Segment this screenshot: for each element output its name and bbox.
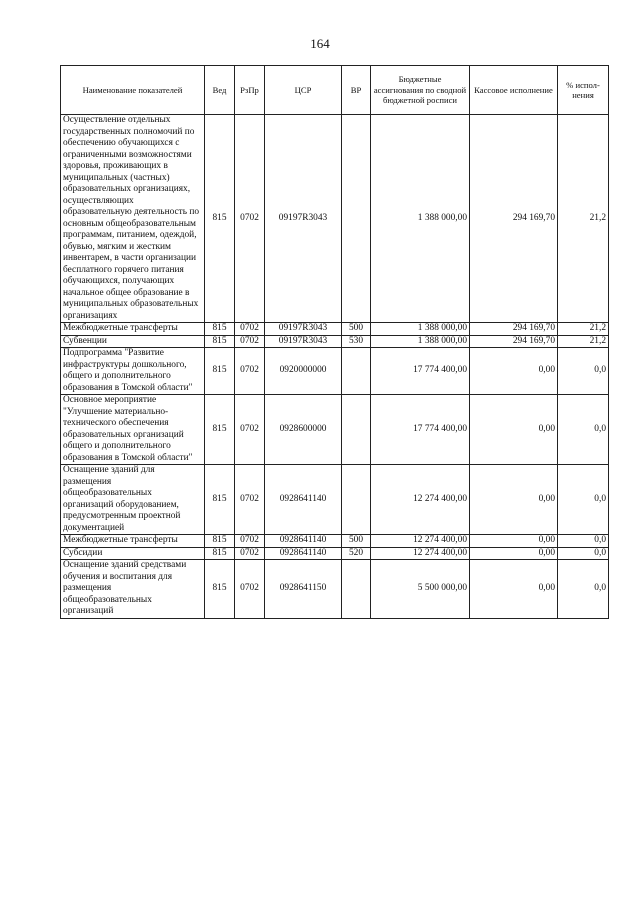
cell-name: Подпрограмма "Развитие инфраструктуры дошкольного, общего и дополнительного образования в Томской области" (61, 348, 205, 395)
cell-vr (342, 560, 371, 619)
cell-csr: 09197R3043 (265, 115, 342, 323)
cell-cash: 294 169,70 (470, 115, 558, 323)
cell-ved: 815 (205, 465, 235, 535)
cell-pct: 0,0 (558, 547, 609, 560)
cell-budget: 1 388 000,00 (371, 323, 470, 336)
table-header-row (61, 66, 609, 115)
cell-rzpr: 0702 (235, 323, 265, 336)
header-rzpr: РзПр (235, 66, 265, 115)
cell-csr: 09197R3043 (265, 323, 342, 336)
table-row (61, 115, 609, 323)
cell-vr: 500 (342, 535, 371, 548)
cell-rzpr: 0702 (235, 348, 265, 395)
cell-rzpr: 0702 (235, 395, 265, 465)
cell-pct: 0,0 (558, 560, 609, 619)
cell-rzpr: 0702 (235, 465, 265, 535)
cell-budget: 1 388 000,00 (371, 115, 470, 323)
cell-budget: 1 388 000,00 (371, 335, 470, 348)
cell-csr: 0928641140 (265, 547, 342, 560)
cell-budget: 12 274 400,00 (371, 465, 470, 535)
cell-rzpr: 0702 (235, 115, 265, 323)
cell-name: Осуществление отдельных государственных полномочий по обеспечению обучающихся с ограниченными возможностями здоровья, проживающих в муниципальных (частных) образовательных организациях, осуществляющих образовательную деятельность по основным общеобразовательным программам, питанием, одеждой, обувью, мягким и жестким инвентарем, в части организации бесплатного горячего питания обучающихся, получающих начальное общее образование в муниципальных образовательных организациях (61, 115, 205, 323)
header-name: Наименование показателей (61, 66, 205, 115)
cell-cash: 0,00 (470, 395, 558, 465)
cell-cash: 0,00 (470, 547, 558, 560)
table-row (61, 395, 609, 465)
cell-name: Межбюджетные трансферты (61, 323, 205, 336)
page-number: 164 (310, 36, 330, 51)
cell-budget: 5 500 000,00 (371, 560, 470, 619)
cell-ved: 815 (205, 560, 235, 619)
cell-cash: 294 169,70 (470, 323, 558, 336)
cell-budget: 17 774 400,00 (371, 395, 470, 465)
cell-cash: 0,00 (470, 348, 558, 395)
cell-csr: 0920000000 (265, 348, 342, 395)
cell-name: Субсидии (61, 547, 205, 560)
cell-pct: 0,0 (558, 465, 609, 535)
cell-cash: 0,00 (470, 560, 558, 619)
cell-rzpr: 0702 (235, 335, 265, 348)
cell-pct: 0,0 (558, 348, 609, 395)
cell-vr (342, 115, 371, 323)
cell-ved: 815 (205, 348, 235, 395)
cell-cash: 294 169,70 (470, 335, 558, 348)
cell-csr: 0928641140 (265, 535, 342, 548)
table-row (61, 547, 609, 560)
cell-name: Основное мероприятие "Улучшение материально-технического обеспечения образовательных организаций общего и дополнительного образования в Томской области" (61, 395, 205, 465)
table-row (61, 535, 609, 548)
cell-pct: 21,2 (558, 115, 609, 323)
table-row (61, 348, 609, 395)
cell-rzpr: 0702 (235, 560, 265, 619)
cell-ved: 815 (205, 535, 235, 548)
cell-csr: 0928641140 (265, 465, 342, 535)
cell-ved: 815 (205, 115, 235, 323)
cell-rzpr: 0702 (235, 547, 265, 560)
header-pct: % испол-нения (558, 66, 609, 115)
cell-csr: 0928600000 (265, 395, 342, 465)
cell-pct: 0,0 (558, 395, 609, 465)
cell-name: Субвенции (61, 335, 205, 348)
cell-vr (342, 465, 371, 535)
table-row (61, 465, 609, 535)
cell-ved: 815 (205, 335, 235, 348)
cell-budget: 17 774 400,00 (371, 348, 470, 395)
header-csr: ЦСР (265, 66, 342, 115)
cell-pct: 21,2 (558, 323, 609, 336)
header-vr: ВР (342, 66, 371, 115)
table-row (61, 335, 609, 348)
cell-cash: 0,00 (470, 465, 558, 535)
header-ved: Вед (205, 66, 235, 115)
cell-name: Межбюджетные трансферты (61, 535, 205, 548)
cell-pct: 21,2 (558, 335, 609, 348)
budget-table (60, 65, 609, 619)
cell-rzpr: 0702 (235, 535, 265, 548)
cell-cash: 0,00 (470, 535, 558, 548)
cell-budget: 12 274 400,00 (371, 547, 470, 560)
cell-budget: 12 274 400,00 (371, 535, 470, 548)
cell-name: Оснащение зданий средствами обучения и воспитания для размещения общеобразовательных организаций (61, 560, 205, 619)
cell-vr: 530 (342, 335, 371, 348)
table-row (61, 323, 609, 336)
header-budget: Бюджетные ассигнования по сводной бюджетной росписи (371, 66, 470, 115)
header-cash: Кассовое исполнение (470, 66, 558, 115)
table-row (61, 560, 609, 619)
cell-ved: 815 (205, 547, 235, 560)
cell-vr: 500 (342, 323, 371, 336)
cell-csr: 0928641150 (265, 560, 342, 619)
cell-name: Оснащение зданий для размещения общеобразовательных организаций оборудованием, предусмотренным проектной документацией (61, 465, 205, 535)
cell-csr: 09197R3043 (265, 335, 342, 348)
cell-vr: 520 (342, 547, 371, 560)
cell-pct: 0,0 (558, 535, 609, 548)
cell-ved: 815 (205, 323, 235, 336)
cell-ved: 815 (205, 395, 235, 465)
cell-vr (342, 395, 371, 465)
cell-vr (342, 348, 371, 395)
